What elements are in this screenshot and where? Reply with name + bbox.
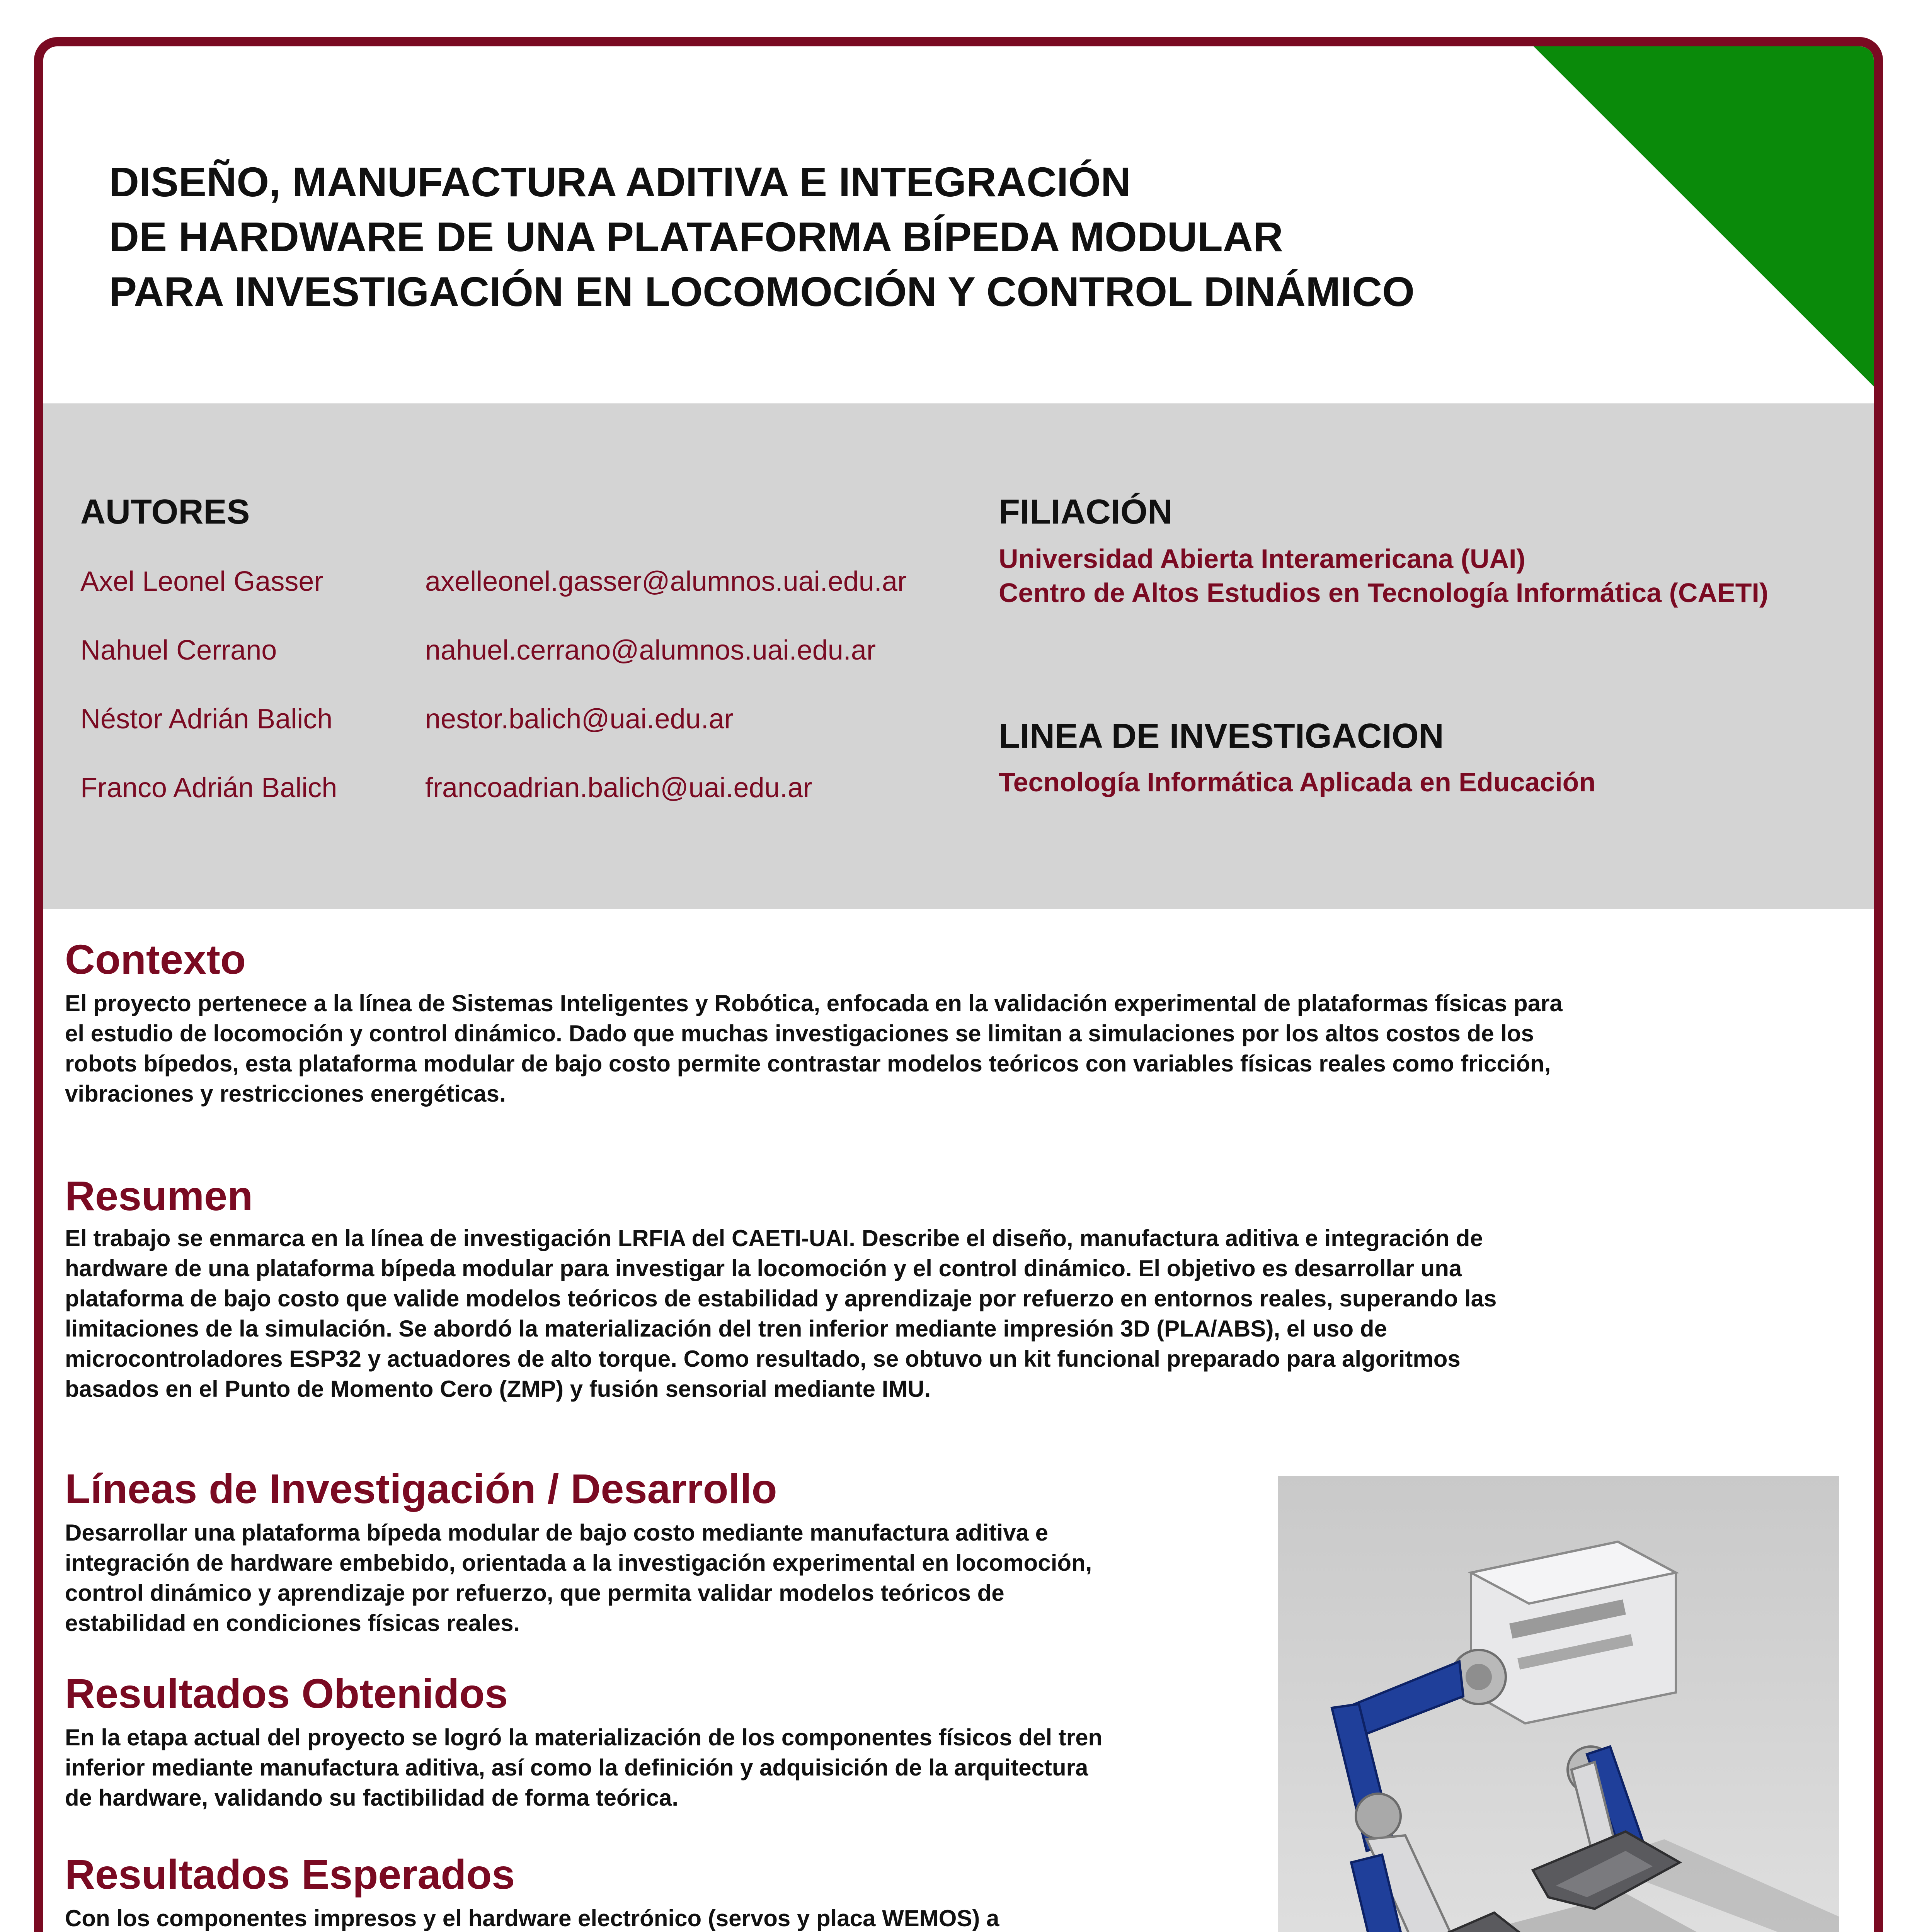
title-line-2: DE HARDWARE DE UNA PLATAFORMA BÍPEDA MODULAR — [109, 213, 1283, 260]
text-line: estabilidad en condiciones físicas reales. — [65, 1610, 520, 1636]
robot-render-image — [1278, 1476, 1839, 1932]
text-line: integración de hardware embebido, orientada a la investigación experimental en locomoción, — [65, 1550, 1092, 1576]
author-name: Nahuel Cerrano — [80, 635, 277, 666]
text-line: El trabajo se enmarca en la línea de investigación LRFIA del CAETI-UAI. Describe el diseño, manufactura aditiva e integración de — [65, 1225, 1483, 1251]
text-line: basados en el Punto de Momento Cero (ZMP) y fusión sensorial mediante IMU. — [65, 1376, 931, 1402]
section-text — [65, 1723, 1102, 1813]
text-line: Desarrollar una plataforma bípeda modular de bajo costo mediante manufactura aditiva e — [65, 1520, 1048, 1546]
text-line: limitaciones de la simulación. Se abordó la materialización del tren inferior mediante impresión 3D (PLA/ABS), el uso de — [65, 1316, 1387, 1342]
author-email: axelleonel.gasser@alumnos.uai.edu.ar — [425, 566, 907, 597]
section-text — [65, 1223, 1496, 1404]
section-text — [65, 1518, 1092, 1638]
section-heading: Resumen — [65, 1172, 253, 1219]
filiation-line: Centro de Altos Estudios en Tecnología Informática (CAETI) — [999, 578, 1769, 608]
text-line: inferior mediante manufactura aditiva, así como la definición y adquisición de la arquitectura — [65, 1755, 1088, 1781]
text-line: vibraciones y restricciones energéticas. — [65, 1081, 506, 1107]
text-line: plataforma de bajo costo que valide modelos teóricos de estabilidad y aprendizaje por refuerzo en entornos reales, superando las — [65, 1286, 1497, 1311]
section-text — [65, 988, 1563, 1109]
section-text — [65, 1903, 1088, 1932]
filiation-line: Universidad Abierta Interamericana (UAI) — [999, 544, 1525, 574]
section-heading: Contexto — [65, 936, 246, 983]
author-email: nahuel.cerrano@alumnos.uai.edu.ar — [425, 635, 876, 666]
text-line: Con los componentes impresos y el hardware electrónico (servos y placa WEMOS) a — [65, 1905, 999, 1931]
section-heading: Líneas de Investigación / Desarrollo — [65, 1465, 777, 1512]
author-name: Franco Adrián Balich — [80, 772, 337, 803]
research-line-heading: LINEA DE INVESTIGACION — [999, 717, 1444, 755]
section-heading: Resultados Obtenidos — [65, 1670, 508, 1717]
poster-title — [109, 155, 1655, 319]
text-line: En la etapa actual del proyecto se logró la materialización de los componentes físicos del tren — [65, 1725, 1103, 1750]
section-heading: Resultados Esperados — [65, 1851, 515, 1898]
authors-heading: AUTORES — [80, 493, 250, 531]
text-line: el estudio de locomoción y control dinámico. Dado que muchas investigaciones se limitan a simulaciones por los altos costos de los — [65, 1020, 1534, 1046]
text-line: hardware de una plataforma bípeda modular para investigar la locomoción y el control dinámico. El objetivo es desarrollar una — [65, 1255, 1462, 1281]
author-email: nestor.balich@uai.edu.ar — [425, 704, 734, 735]
author-email: francoadrian.balich@uai.edu.ar — [425, 772, 812, 803]
authors-band — [43, 403, 1883, 909]
text-line: de hardware, validando su factibilidad de forma teórica. — [65, 1785, 679, 1811]
poster-frame — [34, 37, 1883, 1932]
author-name: Axel Leonel Gasser — [80, 566, 323, 597]
text-line: robots bípedos, esta plataforma modular de bajo costo permite contrastar modelos teóricos con variables físicas reales como fricción, — [65, 1051, 1551, 1077]
filiation-heading: FILIACIÓN — [999, 493, 1173, 531]
title-line-3: PARA INVESTIGACIÓN EN LOCOMOCIÓN Y CONTROL DINÁMICO — [109, 268, 1415, 315]
research-line-text: Tecnología Informática Aplicada en Educación — [999, 767, 1596, 797]
text-line: El proyecto pertenece a la línea de Sistemas Inteligentes y Robótica, enfocada en la validación experimental de plataformas físicas para — [65, 990, 1563, 1016]
robot-illustration — [1278, 1476, 1839, 1932]
title-line-1: DISEÑO, MANUFACTURA ADITIVA E INTEGRACIÓN — [109, 158, 1131, 205]
text-line: control dinámico y aprendizaje por refuerzo, que permita validar modelos teóricos de — [65, 1580, 1004, 1606]
author-name: Néstor Adrián Balich — [80, 704, 333, 735]
text-line: microcontroladores ESP32 y actuadores de alto torque. Como resultado, se obtuvo un kit funcional preparado para algoritmos — [65, 1346, 1461, 1372]
